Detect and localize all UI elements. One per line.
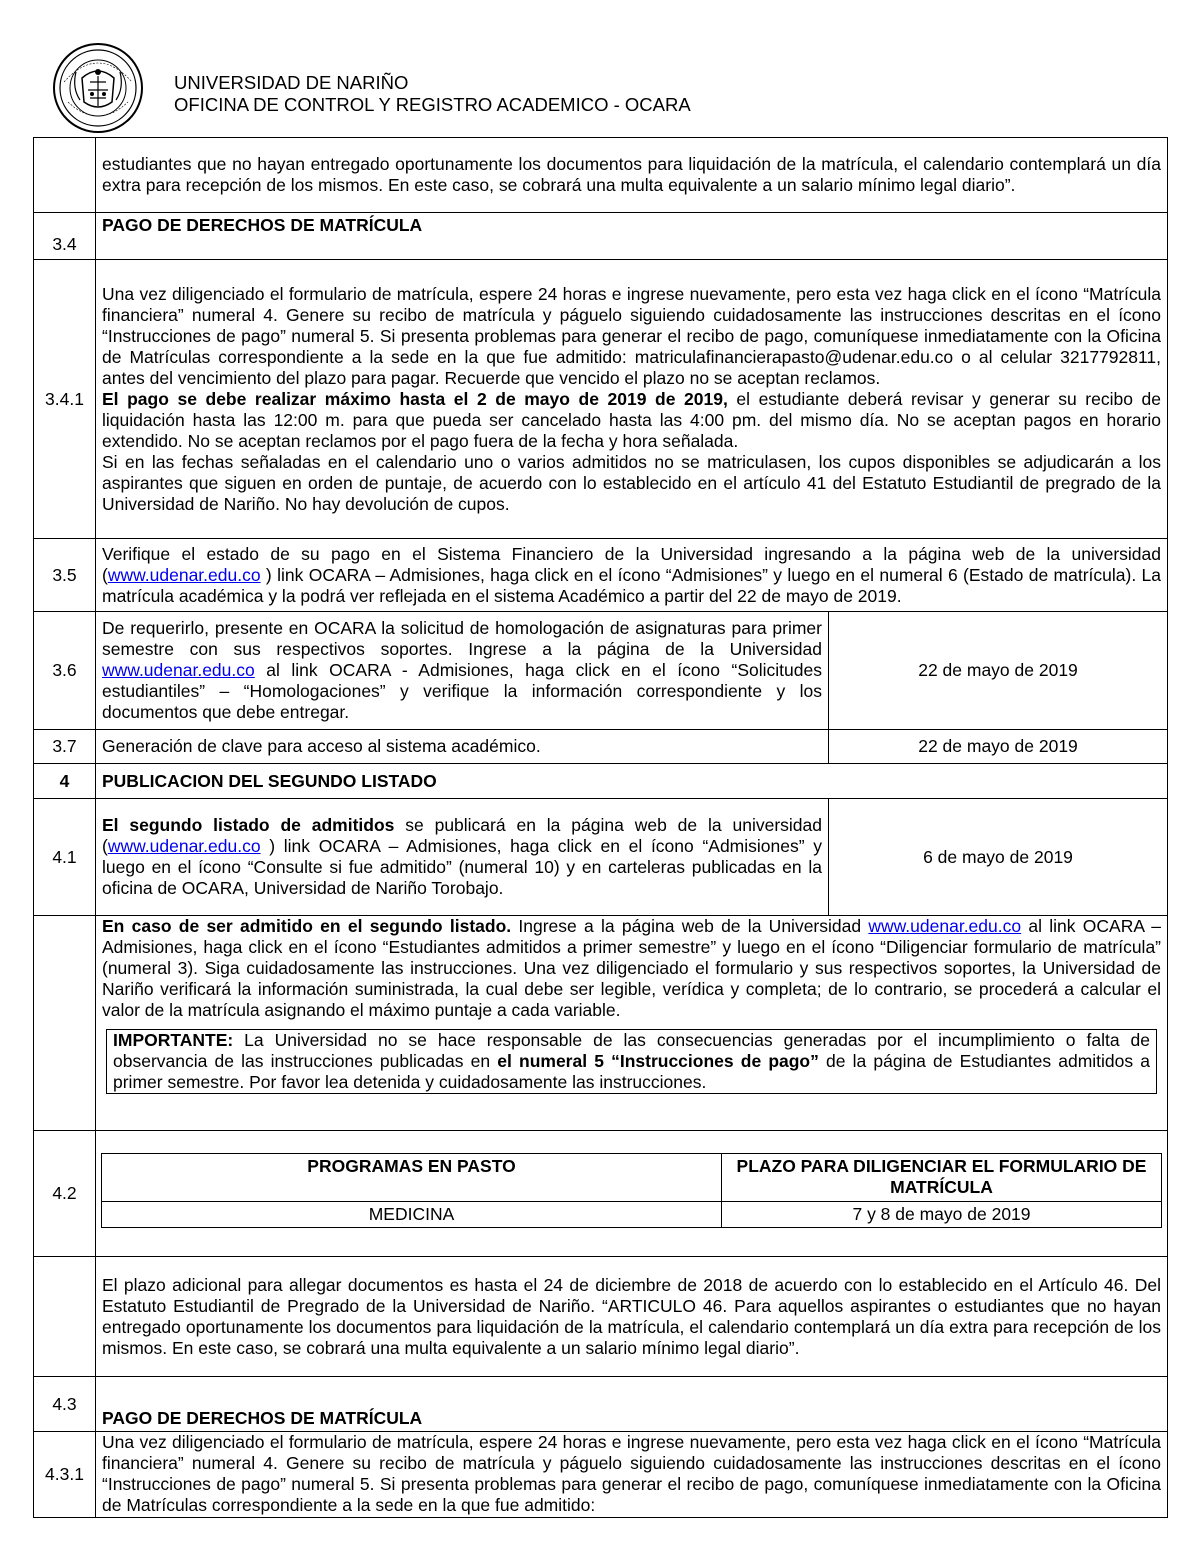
text-part: al link OCARA – Admisiones, haga click en el ícono “Estudiantes admitidos a primer semestre” y luego en el ícono “Diligenciar formulario de matrícula” (numeral 3). Siga cuidadosamente las instrucciones. Una vez diligenciado el formulario y sus respectivos soportes, la Universidad de Nariño verificará la información suministrada, la cual debe ser legible, verídica y completa; de lo contrario, se procederá a calcular el valor de la matrícula asignando el máximo puntaje a cada variable.	[102, 916, 1162, 1020]
table-row	[34, 730, 1168, 764]
row-number: 3.6	[34, 612, 96, 730]
section-title: PAGO DE DERECHOS DE MATRÍCULA	[96, 1377, 1168, 1432]
section-title: PUBLICACION DEL SEGUNDO LISTADO	[96, 764, 1168, 799]
payment-instructions: Una vez diligenciado el formulario de matrícula, espere 24 horas e ingrese nuevamente, pero esta vez haga click en el ícono “Matrícula financiera” numeral 4. Genere su recibo de matrícula y páguelo siguiendo cuidadosamente las instrucciones descritas en el ícono “Instrucciones de pago” numeral 5. Si presenta problemas para generar el recibo de pago, comuníquese inmediatamente con la Oficina de Matrículas correspondiente a la sede en la que fue admitido: matriculafinancierapasto@udenar.edu.co o al celular 3217792811, antes del vencimiento del plazo para pagar. Recuerde que vencido el plazo no se aceptan reclamos.	[102, 283, 1162, 388]
row-text	[96, 260, 1168, 539]
programs-cell	[96, 1131, 1168, 1257]
schedule-table	[33, 137, 1168, 1518]
header-text	[174, 72, 691, 116]
row-number: 3.4.1	[34, 260, 96, 539]
row-number: 3.7	[34, 730, 96, 764]
row-number: 4.3.1	[34, 1432, 96, 1518]
row-number: 3.5	[34, 539, 96, 612]
udenar-link[interactable]: www.udenar.edu.co	[868, 916, 1022, 936]
program-name: MEDICINA	[102, 1202, 722, 1228]
deadline-text: el estudiante deberá revisar y generar su recibo de liquidación hasta las 12:00 m. para que pueda ser cancelado hasta las 4:00 pm. del mismo día. No se aceptan pagos en horario extendido. No se aceptan reclamos por el pago fuera de la fecha y hora señalada.	[102, 388, 1162, 451]
row-text	[96, 799, 829, 916]
table-row	[34, 764, 1168, 799]
table-row	[34, 1432, 1168, 1518]
row-number	[34, 916, 96, 1131]
text-part: de la página de Estudiantes admitidos a primer semestre. Por favor lea detenida y cuidadosamente las instrucciones.	[113, 1051, 1151, 1092]
table-row	[34, 213, 1168, 260]
text-part: al link OCARA - Admisiones, haga click en el ícono “Solicitudes estudiantiles” – “Homologaciones” y verifique la información correspondiente y los documentos que debe entregar.	[102, 660, 822, 722]
text-part: ) link OCARA – Admisiones, haga click en el ícono “Admisiones” y luego en el numeral 6 (Estado de matrícula). La matrícula académica y la podrá ver reflejada en el sistema Académico a partir del 22 de mayo de 2019.	[102, 564, 1162, 606]
programs-table	[101, 1153, 1162, 1228]
text-part: se publicará en la página web de la universidad (	[102, 815, 822, 856]
second-list-instructions	[102, 916, 1161, 1021]
table-row	[34, 612, 1168, 730]
text-bold: El segundo listado de admitidos	[102, 815, 395, 835]
table-row	[34, 260, 1168, 539]
text-part: Verifique el estado de su pago en el Sistema Financiero de la Universidad ingresando a la página web de la universidad (	[102, 543, 1162, 585]
programs-header: PROGRAMAS EN PASTO	[102, 1154, 722, 1202]
row-text: Generación de clave para acceso al sistema académico.	[96, 730, 829, 764]
section-title: PAGO DE DERECHOS DE MATRÍCULA	[96, 213, 1168, 260]
row-date: 22 de mayo de 2019	[829, 612, 1168, 730]
university-seal	[52, 42, 144, 134]
text-part: La Universidad no se hace responsable de las consecuencias generadas por el incumplimiento o falta de observancia de las instrucciones publicadas en	[113, 1030, 1151, 1071]
text-part: Ingrese a la página web de la Universidad	[511, 916, 869, 936]
udenar-link[interactable]: www.udenar.edu.co	[102, 660, 255, 680]
page-header	[52, 42, 1162, 132]
deadline-header: PLAZO PARA DILIGENCIAR EL FORMULARIO DE MATRÍCULA	[722, 1154, 1162, 1202]
row-number: 4.3	[34, 1377, 96, 1432]
text-part: ) link OCARA – Admisiones, haga click en el ícono “Admisiones” y luego en el ícono “Consulte si fue admitido” (numeral 10) y en carteleras publicadas en la oficina de OCARA, Universidad de Nariño Torobajo.	[102, 836, 822, 898]
program-deadline: 7 y 8 de mayo de 2019	[722, 1202, 1162, 1228]
row-text	[96, 612, 829, 730]
row-text	[96, 539, 1168, 612]
row-text: Una vez diligenciado el formulario de matrícula, espere 24 horas e ingrese nuevamente, pero esta vez haga click en el ícono “Matrícula financiera” numeral 4. Genere su recibo de matrícula y páguelo siguiendo cuidadosamente las instrucciones descritas en el ícono “Instrucciones de pago” numeral 5. Si presenta problemas para generar el recibo de pago, comuníquese inmediatamente con la Oficina de Matrículas correspondiente a la sede en la que fue admitido:	[96, 1432, 1168, 1518]
udenar-link[interactable]: www.udenar.edu.co	[107, 836, 261, 856]
text-bold: el numeral 5 “Instrucciones de pago”	[497, 1051, 819, 1071]
text-part: De requerirlo, presente en OCARA la solicitud de homologación de asignaturas para primer semestre con sus respectivos soportes. Ingrese a la página de la Universidad	[102, 618, 822, 659]
row-number	[34, 1257, 96, 1377]
table-row	[34, 138, 1168, 213]
udenar-link[interactable]: www.udenar.edu.co	[107, 564, 261, 585]
table-row	[34, 1131, 1168, 1257]
university-name: UNIVERSIDAD DE NARIÑO	[174, 72, 409, 93]
row-number: 4	[34, 764, 96, 799]
table-row	[34, 1257, 1168, 1377]
row-text: El plazo adicional para allegar documentos es hasta el 24 de diciembre de 2018 de acuerdo con lo establecido en el Artículo 46. Del Estatuto Estudiantil de Pregrado de la Universidad de Nariño. “ARTICULO 46. Para aquellos aspirantes o estudiantes que no hayan entregado oportunamente los documentos para liquidación de la matrícula, el calendario contemplará un día extra para recepción de los mismos. En este caso, se cobrará una multa equivalente a un salario mínimo legal diario”.	[96, 1257, 1168, 1377]
row-text	[96, 916, 1168, 1131]
payment-deadline	[102, 389, 1161, 452]
row-number: 3.4	[34, 213, 96, 260]
table-row	[34, 539, 1168, 612]
table-row	[34, 799, 1168, 916]
important-box	[106, 1029, 1157, 1094]
row-date: 22 de mayo de 2019	[829, 730, 1168, 764]
quota-note: Si en las fechas señaladas en el calendario uno o varios admitidos no se matriculasen, los cupos disponibles se adjudicarán a los aspirantes que siguen en orden de puntaje, de acuerdo con lo establecido en el artículo 41 del Estatuto Estudiantil de pregrado de la Universidad de Nariño. No hay devolución de cupos.	[102, 451, 1162, 514]
row-number: 4.1	[34, 799, 96, 916]
row-date: 6 de mayo de 2019	[829, 799, 1168, 916]
text-bold: En caso de ser admitido en el segundo listado.	[102, 916, 512, 936]
programs-header-row	[102, 1154, 1162, 1202]
office-name: OFICINA DE CONTROL Y REGISTRO ACADEMICO - OCARA	[174, 94, 691, 115]
row-text: estudiantes que no hayan entregado oportunamente los documentos para liquidación de la matrícula, el calendario contemplará un día extra para recepción de los mismos. En este caso, se cobrará una multa equivalente a un salario mínimo legal diario”.	[96, 138, 1168, 213]
table-row	[34, 916, 1168, 1131]
programs-row	[102, 1202, 1162, 1228]
deadline-bold: El pago se debe realizar máximo hasta el 2 de mayo de 2019 de 2019,	[102, 388, 728, 409]
table-row	[34, 1377, 1168, 1432]
important-label: IMPORTANTE:	[113, 1030, 234, 1050]
row-number	[34, 138, 96, 213]
row-number: 4.2	[34, 1131, 96, 1257]
